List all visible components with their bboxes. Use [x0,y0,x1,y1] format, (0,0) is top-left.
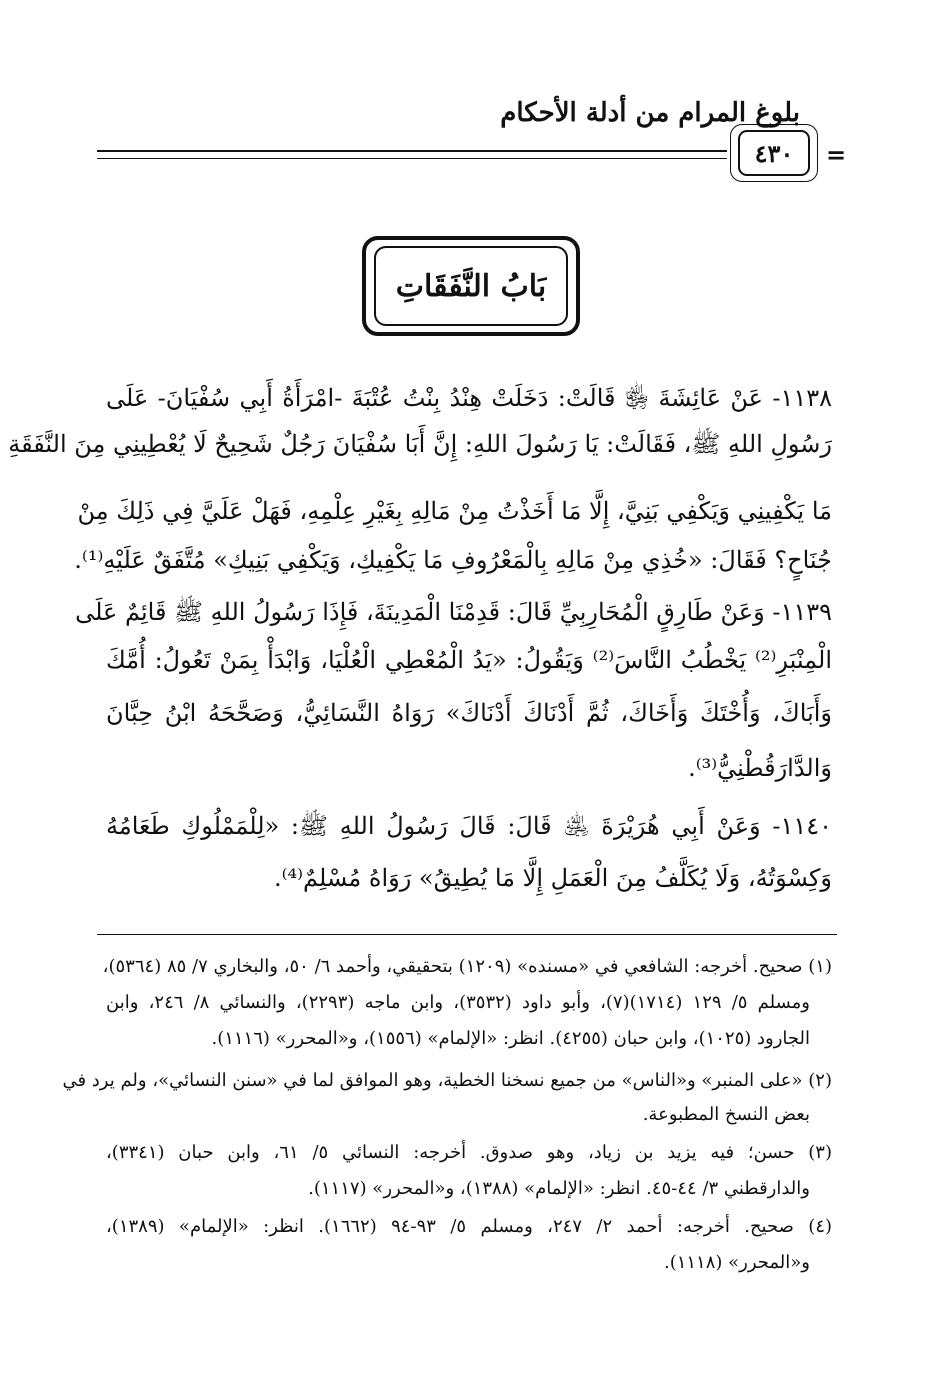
footnote-3-line: والدارقطني ٣/ ٤٤-٤٥. انظر: «الإلمام» (١٣٨٨)، و«المحرر» (١١١٧). [308,1178,810,1199]
footnote-1-line: الجارود (١٠٢٥)، وابن حبان (٤٢٥٥). انظر: «الإلمام» (١٥٥٦)، و«المحرر» (١١١٦). [211,1028,810,1049]
hadith-1139-line: وَالدَّارَقُطْنِيُّ⁽³⁾. [688,754,832,782]
hadith-1139-line: ١١٣٩- وَعَنْ طَارِقٍ الْمُحَارِبِيِّ قَالَ: قَدِمْنَا الْمَدِينَةَ، فَإِذَا رَسُولُ اللهِ ﷺ قَائِمٌ عَلَى [75,598,832,626]
hadith-1140-line: وَكِسْوَتُهُ، وَلَا يُكَلَّفُ مِنَ الْعَمَلِ إِلَّا مَا يُطِيقُ» رَوَاهُ مُسْلِمٌ⁽⁴⁾. [274,864,832,892]
header-rule-thin [97,158,727,159]
header-rule-thick [97,150,727,152]
page-number: ٤٣٠ [738,130,810,176]
hadith-1139-line: الْمِنْبَرِ⁽²⁾ يَخْطُبُ النَّاسَ⁽²⁾ وَيَقُولُ: «يَدُ الْمُعْطِي الْعُلْيَا، وَابْدَأْ بِمَنْ تَعُولُ: أُمَّكَ [106,646,833,674]
running-header-title: بلوغ المرام من أدلة الأحكام [500,98,800,128]
hadith-1138-line: مَا يَكْفِينِي وَيَكْفِي بَنِيَّ، إِلَّا مَا أَخَذْتُ مِنْ مَالِهِ بِغَيْرِ عِلْمِهِ، فَهَلْ عَلَيَّ فِي ذَلِكَ مِنْ [77,497,832,525]
header-ornament: = [826,140,847,169]
hadith-1138-line: رَسُولِ اللهِ ﷺ، فَقَالَتْ: يَا رَسُولَ اللهِ: إِنَّ أَبَا سُفْيَانَ رَجُلٌ شَحِيحٌ لَا يُعْطِينِي مِنَ النَّفَقَةِ [8,430,832,458]
footnote-1-line: (١) صحيح. أخرجه: الشافعي في «مسنده» (١٢٠٩) بتحقيقي، وأحمد ٦/ ٥٠، والبخاري ٧/ ٨٥ (٥٣٦٤)، [102,956,832,977]
footnote-4-line: (٤) صحيح. أخرجه: أحمد ٢/ ٢٤٧، ومسلم ٥/ ٩٣-٩٤ (١٦٦٢). انظر: «الإلمام» (١٣٨٩)، [106,1216,833,1237]
hadith-1140-line: ١١٤٠- وَعَنْ أَبِي هُرَيْرَةَ ﵁ قَالَ: قَالَ رَسُولُ اللهِ ﷺ: «لِلْمَمْلُوكِ طَعَامُهُ [106,812,832,840]
hadith-1139-line: وَأَبَاكَ، وَأُخْتَكَ وَأَخَاكَ، ثُمَّ أَدْنَاكَ أَدْنَاكَ» رَوَاهُ النَّسَائِيُّ، وَصَحَّحَهُ ابْنُ حِبَّانَ [106,699,833,727]
footnote-2-line: (٢) «على المنبر» و«الناس» من جميع نسخنا الخطية، وهو الموافق لما في «سنن النسائي»، ولم يرد في [62,1070,832,1091]
footnote-4-line: و«المحرر» (١١١٨). [663,1252,810,1273]
footnote-2-line: بعض النسخ المطبوعة. [642,1104,810,1125]
footnote-3-line: (٣) حسن؛ فيه يزيد بن زياد، وهو صدوق. أخرجه: النسائي ٥/ ٦١، وابن حبان (٣٣٤١)، [106,1142,832,1163]
footnote-separator [97,934,837,935]
hadith-1138-line: ١١٣٨- عَنْ عَائِشَةَ ﵂ قَالَتْ: دَخَلَتْ هِنْدُ بِنْتُ عُتْبَةَ -امْرَأَةُ أَبِي سُفْيَانَ- عَلَى [106,384,832,412]
hadith-1138-line: جُنَاحٍ؟ فَقَالَ: «خُذِي مِنْ مَالِهِ بِالْمَعْرُوفِ مَا يَكْفِيكِ، وَيَكْفِي بَنِيكِ» مُتَّفَقٌ عَلَيْهِ⁽¹⁾. [74,546,832,574]
chapter-title: بَابُ النَّفَقَاتِ [374,246,568,326]
footnote-1-line: ومسلم ٥/ ١٢٩ (١٧١٤)(٧)، وأبو داود (٣٥٣٢)، وابن ماجه (٢٢٩٣)، والنسائي ٨/ ٢٤٦، وابن [106,992,810,1013]
